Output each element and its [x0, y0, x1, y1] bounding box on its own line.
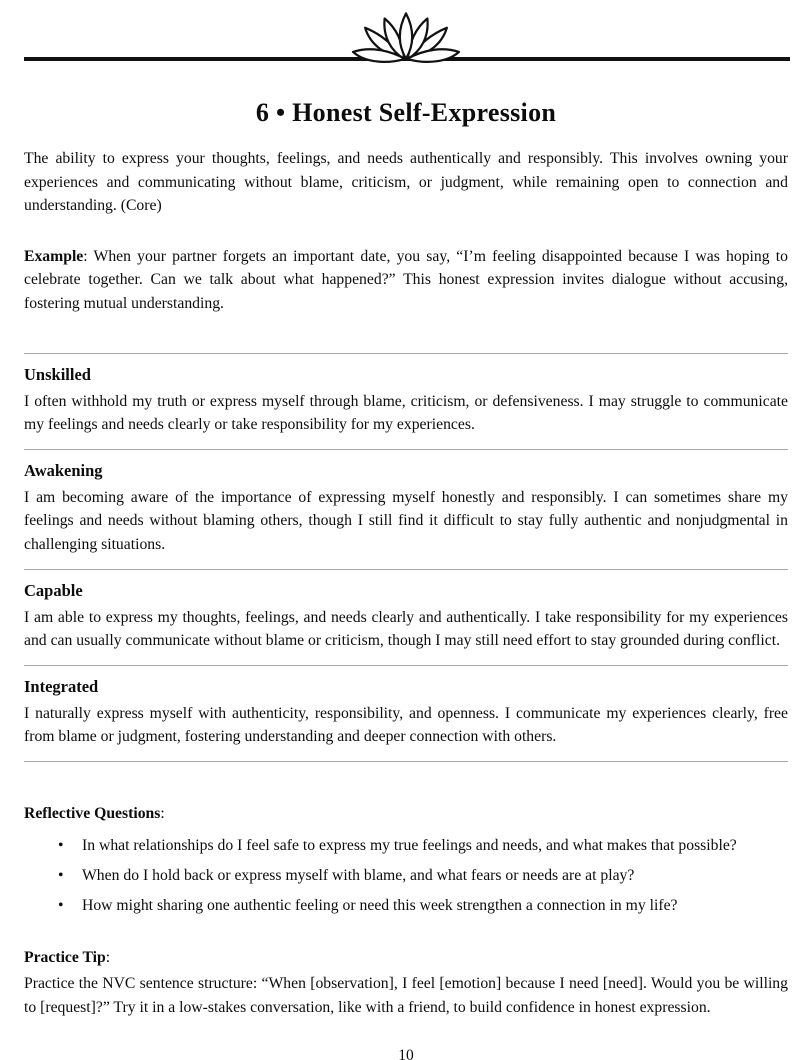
level-paragraph: I often withhold my truth or express myself through blame, criticism, or defensiveness. I may struggle to communicate my feelings and needs clearly or take responsibility for my experiences. [24, 392, 788, 434]
level-paragraph: I naturally express myself with authenticity, responsibility, and openness. I communicate my experiences clearly, free from blame or judgment, fostering understanding and deeper connection with others. [24, 704, 788, 746]
level-heading: Awakening [24, 460, 103, 480]
reflective-questions-colon: : [160, 804, 165, 822]
practice-tip-colon: : [105, 949, 111, 967]
reflective-questions-title: Reflective Questions [24, 804, 161, 822]
level-heading: Integrated [24, 676, 99, 696]
page-title: 6 • Honest Self-Expression [255, 98, 557, 127]
level-paragraph: I am able to express my thoughts, feelings, and needs clearly and authentically. I take responsibility for my experiences and can usually communicate without blame or criticism, though I may still need effort to stay grounded during conflict. [24, 608, 788, 650]
lotus-icon [350, 12, 462, 64]
level-section-unskilled [24, 353, 788, 437]
page-number: 10 [398, 1047, 414, 1060]
practice-tip-title: Practice Tip [24, 949, 106, 967]
example-text: : When your partner forgets an important date, you say, “I’m feeling disappointed because I was hoping to celebrate together. Can we talk about what happened?” This honest expression invites dialogue without accusing, fostering mutual understanding. [24, 247, 788, 312]
level-heading: Capable [24, 580, 83, 600]
level-paragraph: I am becoming aware of the importance of expressing myself honestly and responsibly. I can sometimes share my feelings and needs without blaming others, though I still find it difficult to stay fully authentic and nonjudgmental in challenging situations. [24, 488, 788, 553]
reflective-questions-section [24, 802, 788, 918]
list-item: • When do I hold back or express myself with blame, and what fears or needs are at play? [24, 864, 788, 888]
section-divider [24, 353, 788, 354]
list-item: • How might sharing one authentic feeling or need this week strengthen a connection in my life? [24, 894, 788, 918]
level-section-capable [24, 569, 788, 653]
practice-tip-label [24, 946, 788, 969]
practice-tip-section [24, 946, 788, 1019]
practice-tip-paragraph: Practice the NVC sentence structure: “When [observation], I feel [emotion] because I need [need]. Would you be willing to [request]?” Try it in a low-stakes conversation, like with a friend, to build confidence in honest expression. [24, 975, 788, 1016]
reflective-questions-list [24, 834, 788, 918]
skill-levels [24, 353, 788, 762]
list-item: • In what relationships do I feel safe to express my true feelings and needs, and what makes that possible? [24, 834, 788, 858]
level-section-integrated [24, 665, 788, 749]
section-divider [24, 569, 788, 570]
section-divider [24, 449, 788, 450]
reflective-questions-label [24, 802, 788, 825]
example-paragraph [24, 245, 788, 316]
intro-paragraph: The ability to express your thoughts, feelings, and needs authentically and responsibly. This involves owning your experiences and communicating without blame, criticism, or judgment, while remaining open to connection and understanding. (Core) [24, 150, 788, 215]
section-divider [24, 665, 788, 666]
level-heading: Unskilled [24, 364, 91, 384]
section-divider [24, 761, 788, 762]
page-header [0, 0, 812, 63]
example-label: Example [24, 247, 84, 265]
level-section-awakening [24, 449, 788, 557]
